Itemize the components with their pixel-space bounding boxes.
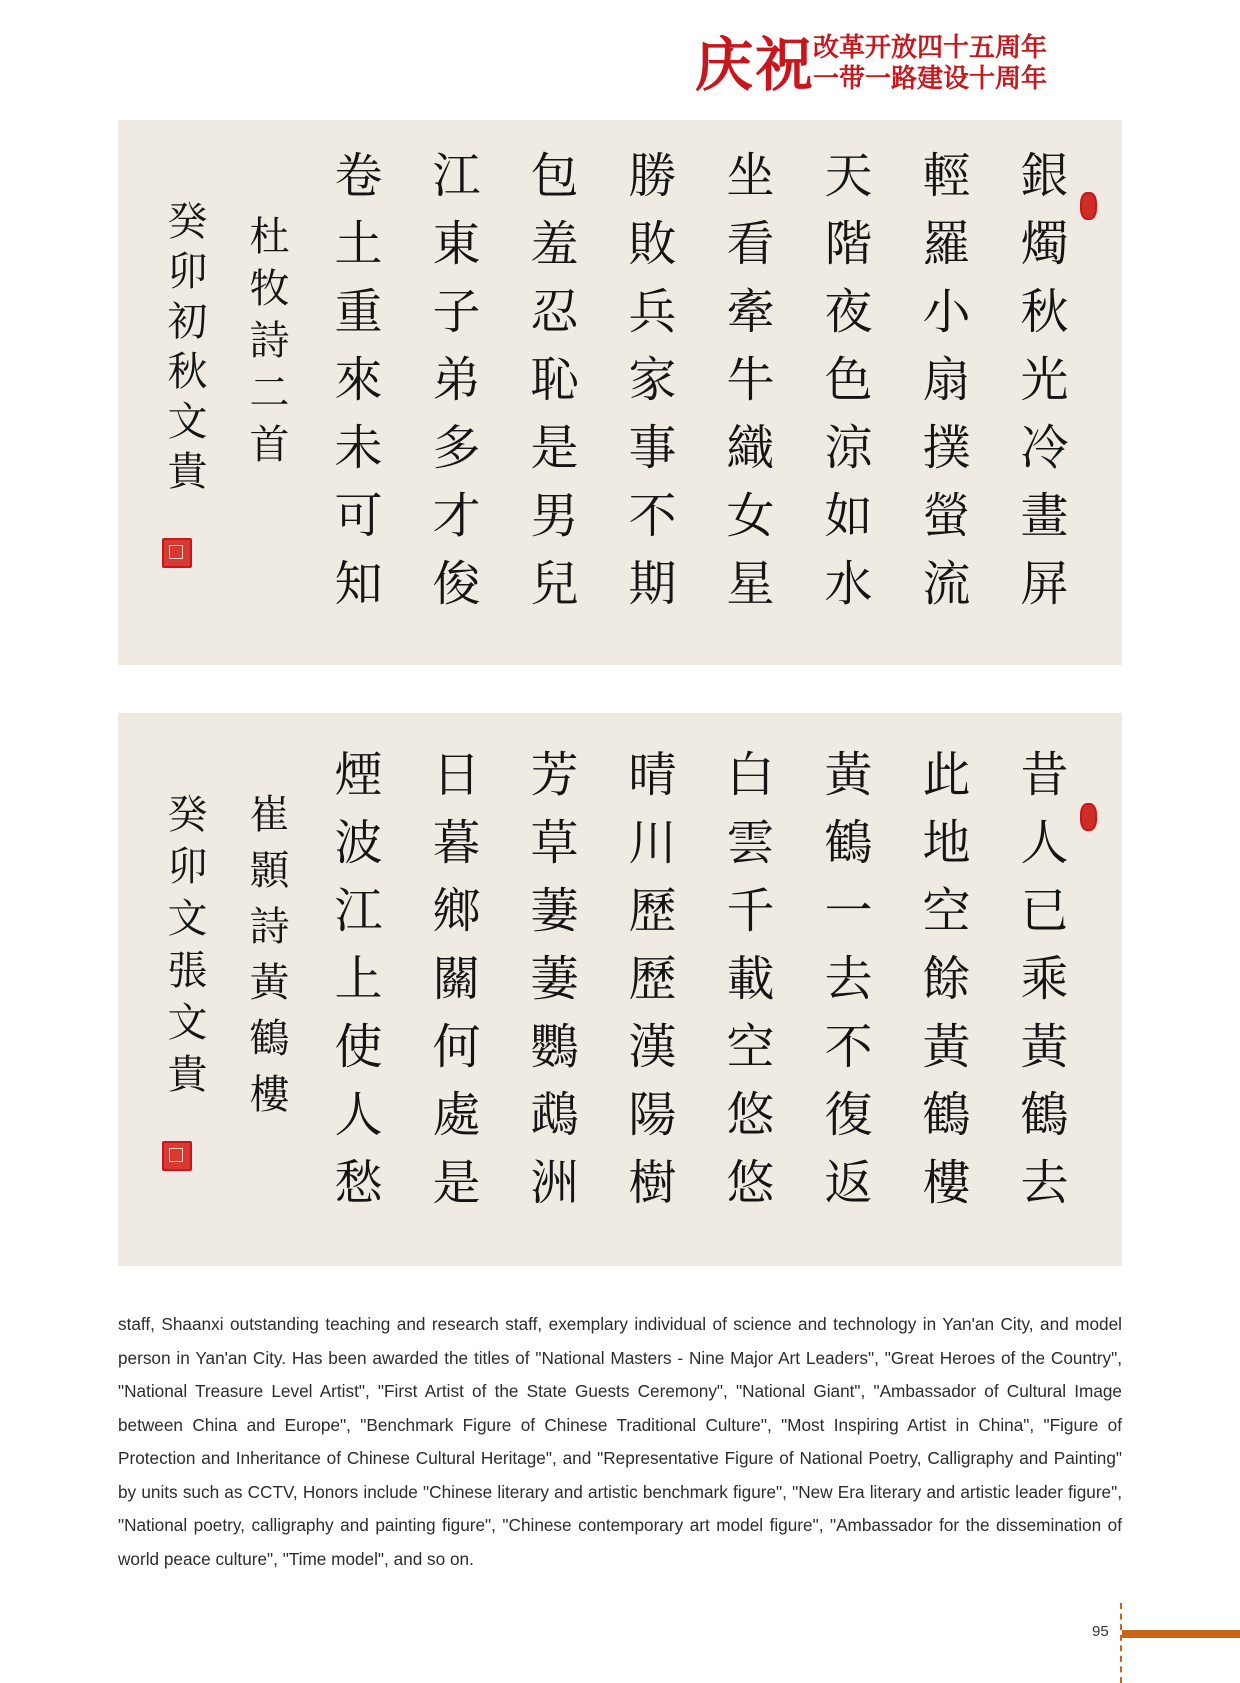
page-margin-bar <box>1122 1630 1240 1638</box>
page-margin-dashed-rule <box>1120 1603 1122 1683</box>
poem-column: 日暮鄉關何處是 <box>424 749 480 1225</box>
poem-column: 晴川歷歷漢陽樹 <box>620 749 676 1225</box>
artist-signature: 癸卯初秋文貴 <box>161 200 207 500</box>
poem-column: 煙波江上使人愁 <box>326 749 382 1225</box>
header-title-big: 庆祝 <box>695 31 816 99</box>
poem-column: 天階夜色涼如水 <box>816 150 872 626</box>
poem-column: 芳草萋萋鸚鵡洲 <box>522 749 578 1225</box>
seal-stamp-signature <box>162 1141 192 1171</box>
poem-column: 坐看牽牛織女星 <box>718 150 774 626</box>
calligraphy-panel-2 <box>118 713 1122 1266</box>
biography-paragraph: staff, Shaanxi outstanding teaching and research staff, exemplary individual of science and technology in Yan'an City, and model person in Yan'an City. Has been awarded the titles of "National Masters - Nine Major Art Leaders", "Great Heroes of the Country", "National Treasure Level Artist", "First Artist of the State Guests Ceremony", "National Giant", "Ambassador of Cultural Image between China and Europe", "Benchmark Figure of Chinese Traditional Culture", "Most Inspiring Artist in China", "Figure of Protection and Inheritance of Chinese Cultural Heritage", and "Representative Figure of National Poetry, Calligraphy and Painting" by units such as CCTV, Honors include "Chinese literary and artistic benchmark figure", "New Era literary and artistic leader figure", "National poetry, calligraphy and painting figure", "Chinese contemporary art model figure", "Ambassador for the dissemination of world peace culture", "Time model", and so on. <box>118 1314 1122 1569</box>
poem-column: 江東子弟多才俊 <box>424 150 480 626</box>
calligraphy-panel-1 <box>118 120 1122 665</box>
poem-column: 輕羅小扇撲螢流 <box>914 150 970 626</box>
poem-attribution: 崔顥詩黃鶴樓 <box>243 793 289 1129</box>
header-subtitle <box>813 33 1047 95</box>
artist-signature: 癸卯文張文貴 <box>161 793 207 1105</box>
poem-column: 包羞忍恥是男兒 <box>522 150 578 626</box>
seal-stamp-top <box>1080 192 1097 220</box>
page-header <box>695 30 1115 100</box>
page-number: 95 <box>1092 1623 1109 1640</box>
poem-column: 卷土重來未可知 <box>326 150 382 626</box>
poem-column: 勝敗兵家事不期 <box>620 150 676 626</box>
poem-column: 此地空餘黃鶴樓 <box>914 749 970 1225</box>
seal-stamp-top <box>1080 803 1097 831</box>
header-subtitle-line2: 一带一路建设十周年 <box>813 64 1048 94</box>
poem-column: 白雲千載空悠悠 <box>718 749 774 1225</box>
poem-attribution: 杜牧詩二首 <box>243 215 289 475</box>
poem-column: 銀燭秋光冷畫屏 <box>1012 150 1068 626</box>
seal-stamp-signature <box>162 538 192 568</box>
poem-column: 黃鶴一去不復返 <box>816 749 872 1225</box>
poem-column: 昔人已乘黃鶴去 <box>1012 749 1068 1225</box>
header-subtitle-line1: 改革开放四十五周年 <box>813 33 1048 63</box>
